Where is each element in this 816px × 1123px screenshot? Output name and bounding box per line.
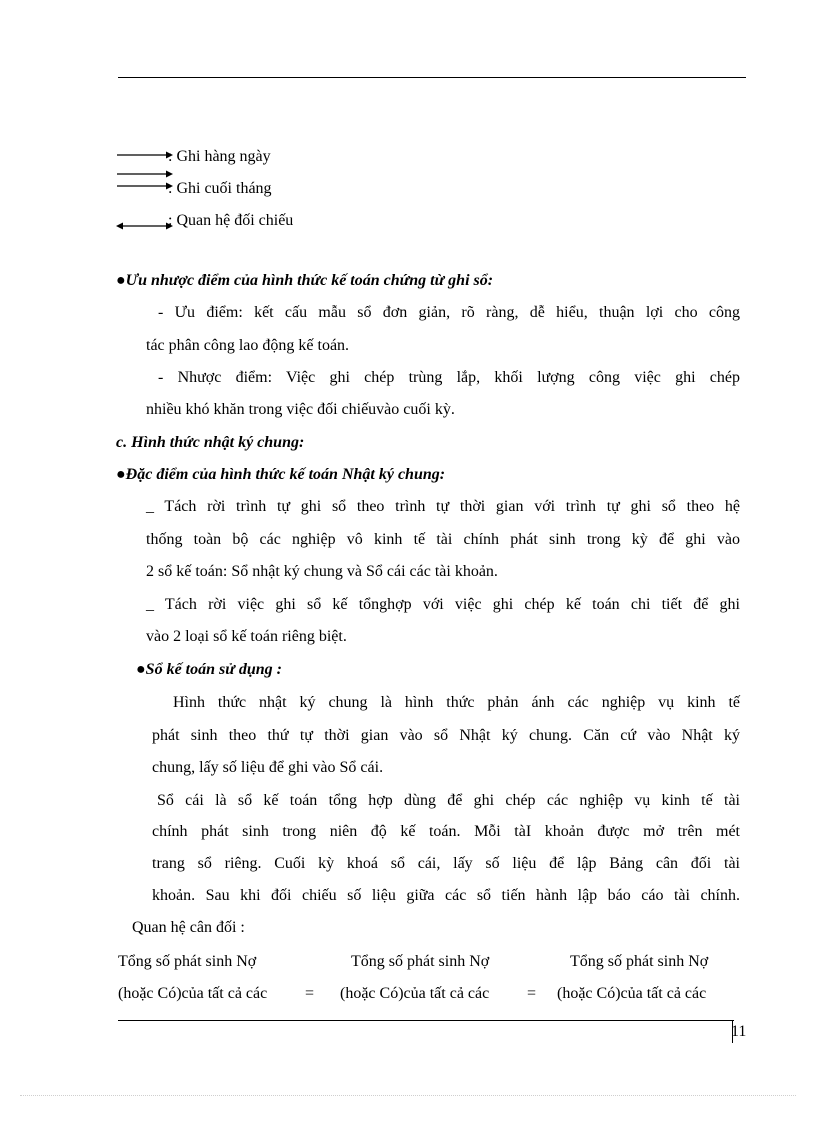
balance-col1-line-2: (hoặc Có)của tất cả các bbox=[118, 985, 268, 1002]
footer-rule bbox=[118, 1020, 734, 1021]
bullet-icon: ● bbox=[116, 466, 126, 483]
bullet-icon: ● bbox=[116, 272, 126, 289]
features-p2-line-1: _ Tách rời việc ghi sổ kế tổnghợp với việc ghi chép kế toán chi tiết để ghi bbox=[146, 596, 740, 613]
balance-col2-line-2: (hoặc Có)của tất cả các bbox=[340, 985, 490, 1002]
features-p1-line-1: _ Tách rời trình tự ghi sổ theo trình tự thời gian với trình tự ghi sổ theo hệ bbox=[146, 498, 740, 515]
features-p2-line-2: vào 2 loại sổ kế toán riêng biệt. bbox=[146, 628, 347, 645]
balance-col2-line-1: Tổng số phát sinh Nợ bbox=[351, 953, 490, 970]
books-p1-line-2: phát sinh theo thứ tự thời gian vào sổ Nhật ký chung. Căn cứ vào Nhật ký bbox=[152, 727, 740, 744]
books-p2-line-3: trang sổ riêng. Cuối kỳ khoá sổ cái, lấy số liệu để lập Bảng cân đối tài bbox=[152, 855, 740, 872]
books-p2-line-4: khoản. Sau khi đối chiếu số liệu giữa các sổ tiến hành lập báo cáo tài chính. bbox=[152, 887, 740, 904]
cross-check-bidirectional-arrow-icon bbox=[116, 221, 176, 231]
page-bottom-border bbox=[20, 1095, 796, 1096]
books-p1-line-3: chung, lấy số liệu để ghi vào Sổ cái. bbox=[152, 759, 384, 776]
legend-cross-check: : Quan hệ đối chiếu bbox=[168, 212, 294, 229]
books-p2-line-1: Sổ cái là sổ kế toán tổng hợp dùng để ghi chép các nghiệp vụ kinh tế tài bbox=[157, 792, 740, 809]
month-end-double-arrow-icon bbox=[116, 170, 176, 190]
pros-line-1: - Ưu điểm: kết cấu mẫu sổ đơn giản, rõ ràng, dễ hiểu, thuận lợi cho công bbox=[158, 304, 740, 321]
legend-month-end: : Ghi cuối tháng bbox=[168, 180, 272, 197]
books-p1-line-1: Hình thức nhật ký chung là hình thức phản ánh các nghiệp vụ kinh tế bbox=[173, 694, 740, 711]
balance-col1-line-1: Tổng số phát sinh Nợ bbox=[118, 953, 257, 970]
balance-col3-line-1: Tổng số phát sinh Nợ bbox=[570, 953, 709, 970]
cons-line-2: nhiều khó khăn trong việc đối chiếuvào cuối kỳ. bbox=[146, 401, 455, 418]
balance-label: Quan hệ cân đối : bbox=[132, 919, 245, 936]
page-number: 11 bbox=[731, 1023, 747, 1040]
section-c-heading: c. Hình thức nhật ký chung: bbox=[116, 434, 305, 451]
books-heading: ●Sổ kế toán sử dụng : bbox=[136, 661, 282, 678]
features-heading: ●Đặc điểm của hình thức kế toán Nhật ký chung: bbox=[116, 466, 446, 483]
bullet-icon: ● bbox=[136, 661, 146, 678]
header-rule bbox=[118, 77, 746, 78]
pros-cons-heading: ●Ưu nhược điểm của hình thức kế toán chứng từ ghi sổ: bbox=[116, 272, 494, 289]
features-p1-line-3: 2 sổ kế toán: Sổ nhật ký chung và Sổ cái các tài khoản. bbox=[146, 563, 498, 580]
books-p2-line-2: chính phát sinh trong niên độ kế toán. Mỗi tàI khoản được mở trên mét bbox=[152, 823, 740, 840]
cons-line-1: - Nhược điểm: Việc ghi chép trùng lắp, khối lượng công việc ghi chép bbox=[158, 369, 740, 386]
equals-sign-2: = bbox=[527, 985, 537, 1002]
legend-daily: : Ghi hàng ngày bbox=[168, 148, 271, 165]
features-p1-line-2: thống toàn bộ các nghiệp vô kinh tế tài chính phát sinh trong kỳ để ghi vào bbox=[146, 531, 740, 548]
equals-sign-1: = bbox=[305, 985, 315, 1002]
daily-arrow-icon bbox=[116, 150, 176, 160]
pros-line-2: tác phân công lao động kế toán. bbox=[146, 337, 350, 354]
balance-col3-line-2: (hoặc Có)của tất cả các bbox=[557, 985, 707, 1002]
